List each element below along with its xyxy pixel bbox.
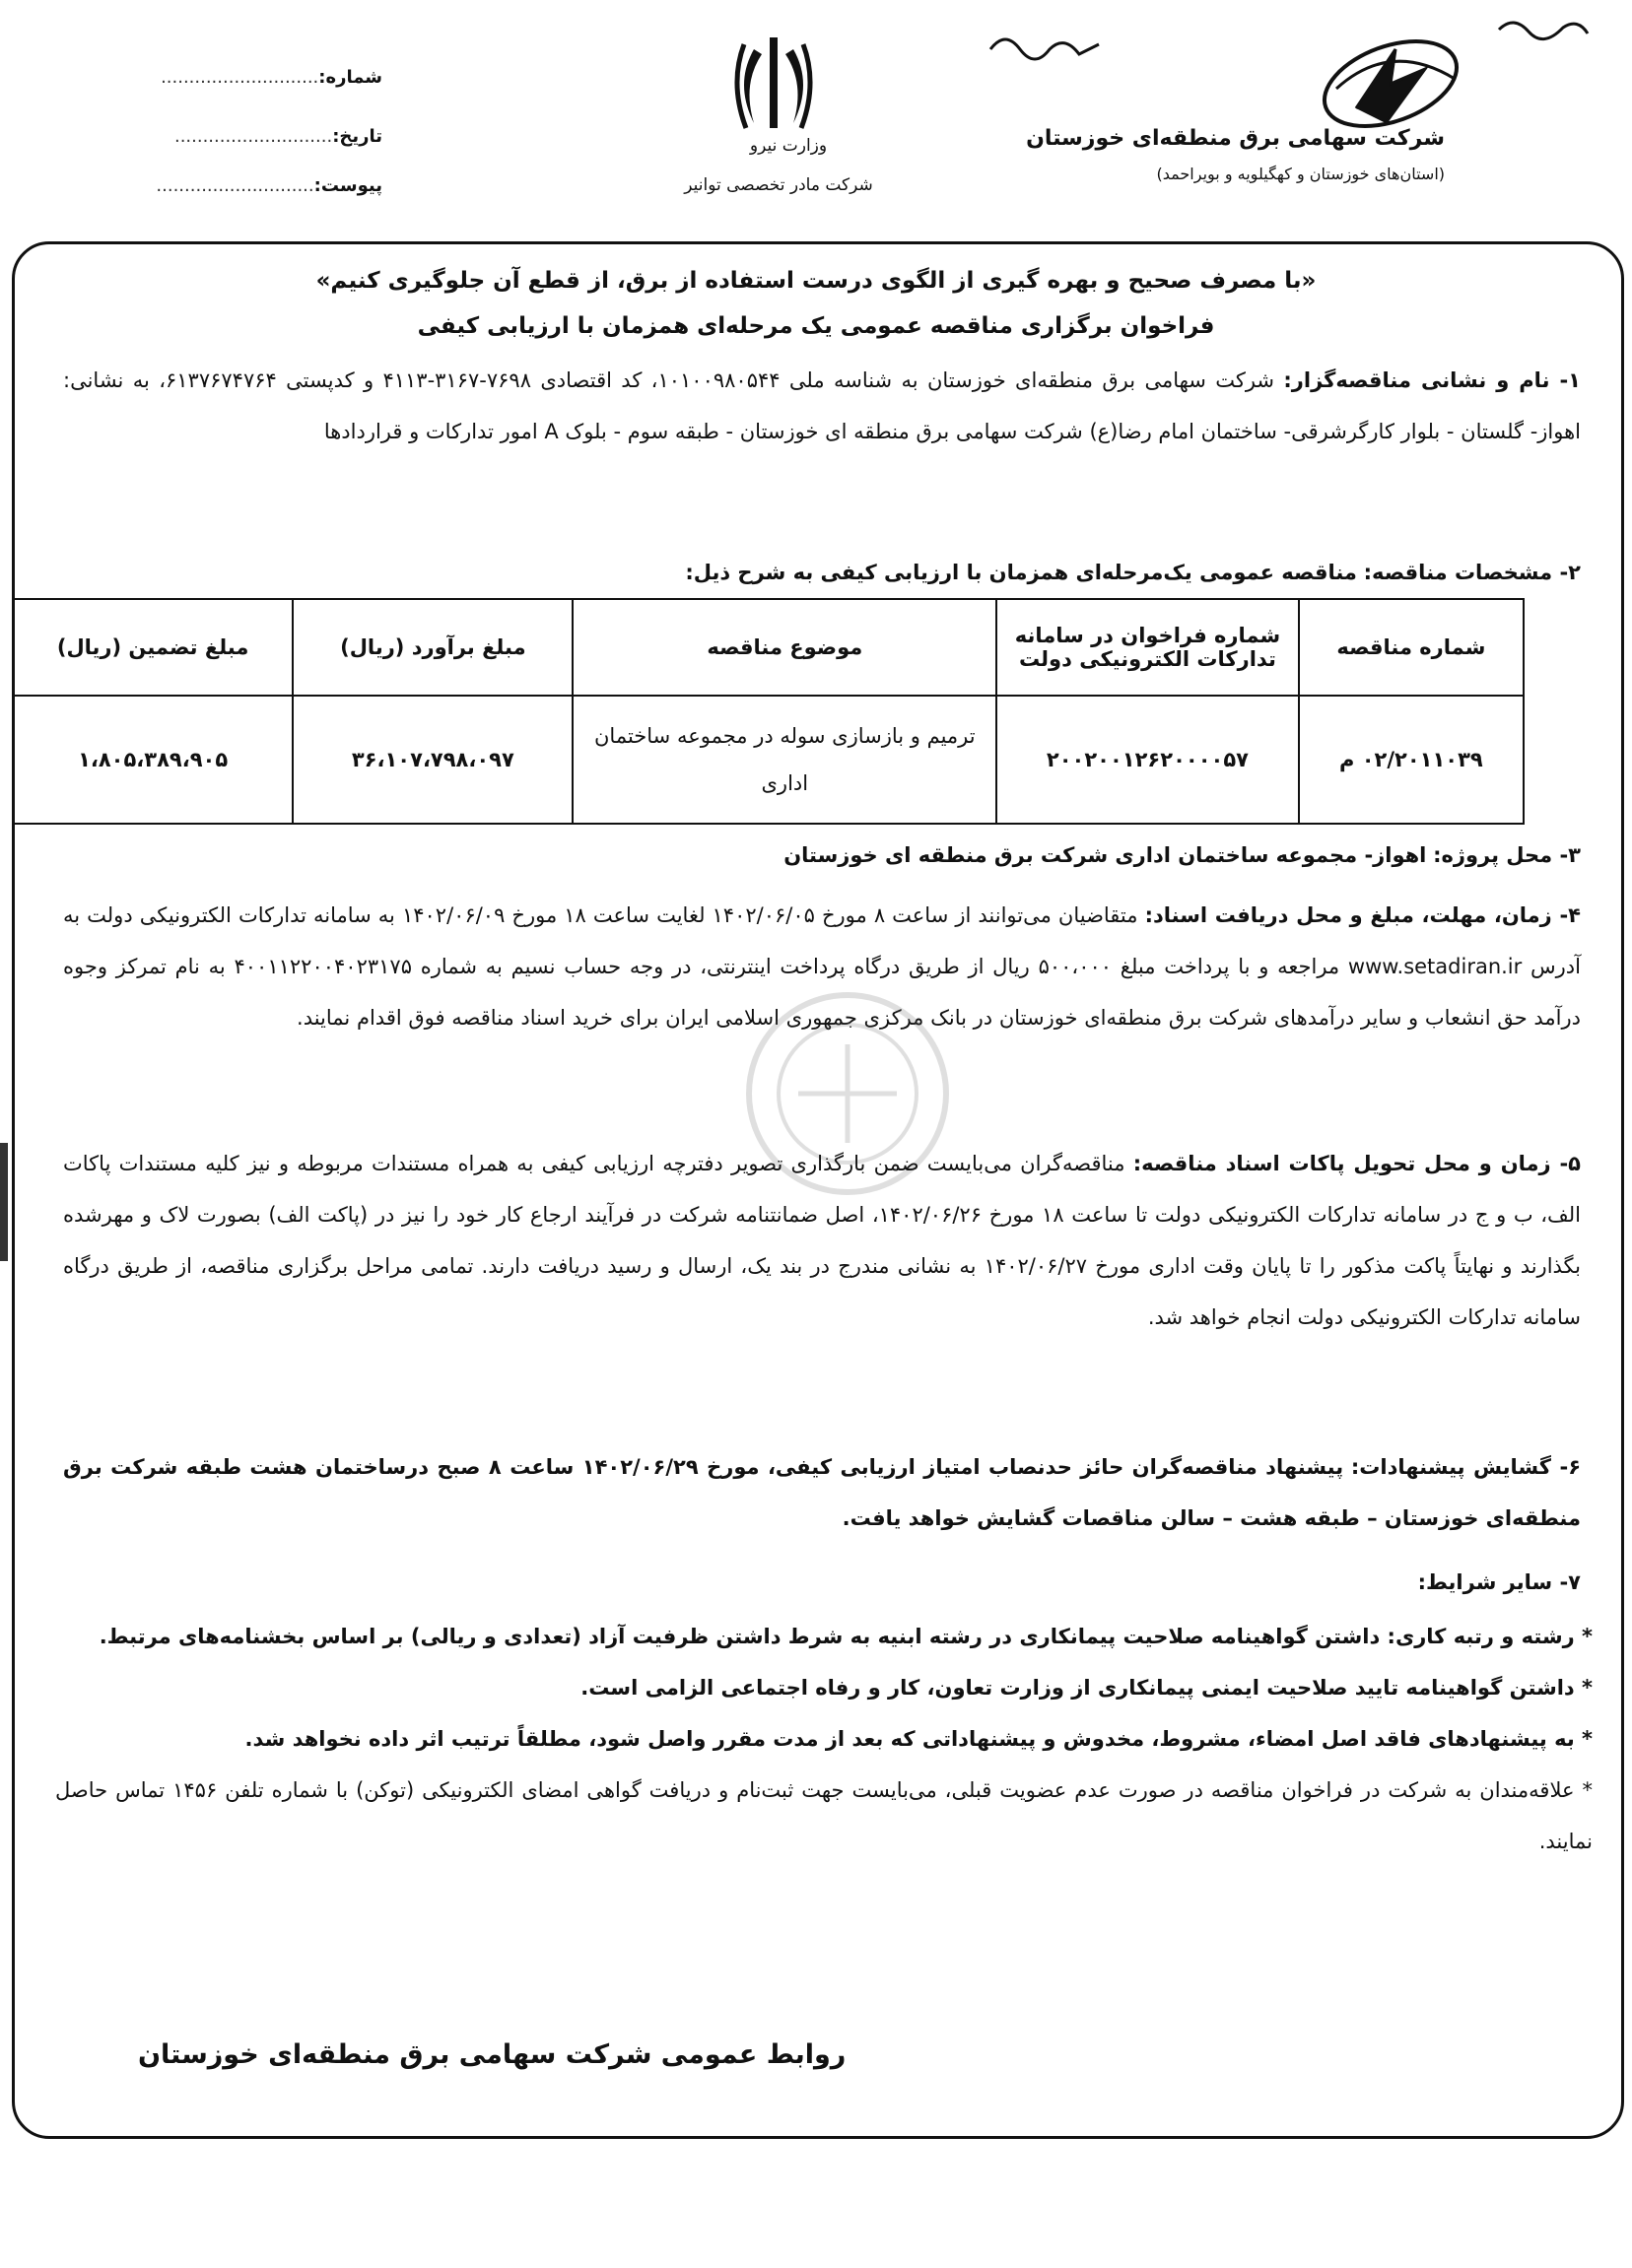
- scan-edge-mark: [0, 1143, 8, 1261]
- section-5-label: ۵- زمان و محل تحویل پاکات اسناد مناقصه:: [1132, 1152, 1581, 1175]
- section-5-text: مناقصه‌گران می‌بایست ضمن بارگذاری تصویر دفترچه ارزیابی کیفی به همراه مستندات مربوطه و نیز کلیه مستندات پاکات الف، ب و ج در سامانه تدارکات الکترونیکی دولت تا ساعت ۱۸ مورخ ۱۴۰۲/۰۶/۲۶، اصل ضمانتنامه شرکت در فرآیند ارجاع کار خود را نیز در (پاکت الف) بصورت لاک و مهرشده بگذارند و نهایتاً پاکت مذکور را تا پایان وقت اداری مورخ ۱۴۰۲/۰۶/۲۷ به نشانی مندرج در بند یک، ارسال و رسید دریافت دارند. تمامی مراحل برگزاری مناقصه، از طریق درگاه سامانه تدارکات الکترونیکی دولت انجام خواهد شد.: [63, 1152, 1581, 1329]
- list-item: * علاقه‌مندان به شرکت در فراخوان مناقصه در صورت عدم عضویت قبلی، می‌بایست جهت ثبت‌نام و دریافت گواهی امضای الکترونیکی (توکن) با شماره تلفن ۱۴۵۶ تماس حاصل نمایند.: [55, 1778, 1593, 1853]
- section-1-text: شرکت سهامی برق منطقه‌ای خوزستان به شناسه ملی ۱۰۱۰۰۹۸۰۵۴۴، کد اقتصادی ۷۶۹۸-۳۱۶۷-۴۱۱۳ و کدپستی ۶۱۳۷۶۷۴۷۶۴، به نشانی: اهواز- گلستان - بلوار کارگرشرقی- ساختمان امام رضا(ع) شرکت سهامی برق منطقه ای خوزستان - طبقه سوم - بلوک A امور تدارکات و قراردادها: [63, 368, 1581, 443]
- table-header-row: [13, 599, 1524, 696]
- section-4-text: متقاضیان می‌توانند از ساعت ۸ مورخ ۱۴۰۲/۰۶/۰۵ لغایت ساعت ۱۸ مورخ ۱۴۰۲/۰۶/۰۹ به سامانه تدارکات الکترونیکی دولت به آدرس www.setadiran.ir مراجعه و با پرداخت مبلغ ۵۰۰،۰۰۰ ریال از طریق درگاه پرداخت اینترنتی، در وجه حساب نسیم به شماره ۴۰۰۱۱۲۲۰۰۴۰۲۳۱۷۵ به نام تمرکز وجوه درآمد حق انشعاب و سایر درآمدهای شرکت برق منطقه‌ای خوزستان در بانک مرکزی جمهوری اسلامی ایران برای خرید اسناد مناقصه فوق اقدام نمایند.: [63, 903, 1581, 1030]
- section-2-label: ۲- مشخصات مناقصه:: [1363, 561, 1581, 584]
- cell-estimate: ۳۶،۱۰۷،۷۹۸،۰۹۷: [293, 696, 573, 824]
- handwritten-mark-icon: [986, 20, 1104, 79]
- number-dots: ............................: [161, 67, 319, 88]
- company-header: [1026, 126, 1445, 183]
- section-2-text: مناقصه عمومی یک‌مرحله‌ای همزمان با ارزیابی کیفی به شرح ذیل:: [685, 561, 1357, 584]
- cell-subject: ترمیم و بازسازی سوله در مجموعه ساختمان اداری: [573, 696, 996, 824]
- attachment-field: [87, 175, 382, 196]
- slogan: «با مصرف صحیح و بهره گیری از الگوی درست استفاده از برق، از قطع آن جلوگیری کنیم»: [315, 268, 1317, 294]
- section-6: [63, 1441, 1581, 1544]
- conditions-list: [55, 1611, 1593, 1867]
- document-title: فراخوان برگزاری مناقصه عمومی یک مرحله‌ای همزمان با ارزیابی کیفی: [417, 313, 1215, 339]
- section-6-text: پیشنهاد مناقصه‌گران حائز حدنصاب امتیاز ارزیابی کیفی، مورخ ۱۴۰۲/۰۶/۲۹ ساعت ۸ صبح درساختمان هشت طبقه شرکت برق منطقه‌ای خوزستان – طبقه هشت – سالن مناقصات گشایش خواهد یافت.: [63, 1455, 1581, 1530]
- company-name: شرکت سهامی برق منطقه‌ای خوزستان: [1026, 126, 1445, 151]
- number-label: شماره:: [318, 67, 382, 88]
- list-item: * رشته و رتبه کاری: داشتن گواهینامه صلاحیت پیمانکاری در رشته ابنیه به شرط داشتن ظرفیت آزاد (تعدادی و ریالی) بر اساس بخشنامه‌های مرتبط.: [99, 1625, 1593, 1648]
- header-tender-no: شماره مناقصه: [1299, 599, 1524, 696]
- section-3: [63, 830, 1581, 881]
- attachment-label: پیوست:: [313, 175, 382, 196]
- header-setad-no: شماره فراخوان در سامانه تدارکات الکترونیکی دولت: [996, 599, 1299, 696]
- iran-emblem-icon: [724, 30, 823, 138]
- section-4-label: ۴- زمان، مهلت، مبلغ و محل دریافت اسناد:: [1144, 903, 1581, 927]
- tender-table: [12, 598, 1525, 825]
- section-2: [63, 547, 1581, 598]
- section-6-label: ۶- گشایش پیشنهادات:: [1350, 1455, 1582, 1479]
- section-3-text: اهواز- مجموعه ساختمان اداری شرکت برق منطقه ای خوزستان: [783, 843, 1427, 867]
- section-7: [63, 1557, 1581, 1608]
- company-logo: [1297, 30, 1484, 138]
- date-field: [87, 126, 382, 147]
- signature: روابط عمومی شرکت سهامی برق منطقه‌ای خوزستان: [138, 2039, 847, 2070]
- corner-mark-icon: [1494, 10, 1593, 49]
- section-3-label: ۳- محل پروژه:: [1433, 843, 1581, 867]
- company-subtitle: (استان‌های خوزستان و کهگیلویه و بویراحمد): [1156, 165, 1445, 183]
- list-item: * داشتن گواهینامه تایید صلاحیت ایمنی پیمانکاری از وزارت تعاون، کار و رفاه اجتماعی الزامی است.: [580, 1676, 1593, 1700]
- number-field: [87, 67, 382, 88]
- cell-setad-no: ۲۰۰۲۰۰۱۲۶۲۰۰۰۰۵۷: [996, 696, 1299, 824]
- section-1: [63, 355, 1581, 457]
- header-guarantee: مبلغ تضمین (ریال): [13, 599, 293, 696]
- header-subject: موضوع مناقصه: [573, 599, 996, 696]
- date-dots: ............................: [173, 126, 333, 147]
- cell-guarantee: ۱،۸۰۵،۳۸۹،۹۰۵: [13, 696, 293, 824]
- date-label: تاریخ:: [332, 126, 382, 147]
- section-1-label: ۱- نام و نشانی مناقصه‌گزار:: [1283, 368, 1581, 392]
- ministry-name: وزارت نیرو: [749, 136, 828, 156]
- cell-tender-no: ۰۲/۲۰۱۱۰۳۹ م: [1299, 696, 1524, 824]
- table-row: [13, 696, 1524, 824]
- list-item: * به پیشنهادهای فاقد اصل امضاء، مشروط، مخدوش و پیشنهاداتی که بعد از مدت مقرر واصل شود، مطلقاً ترتیب اثر داده نخواهد شد.: [244, 1727, 1593, 1751]
- section-5: [63, 1138, 1581, 1343]
- attachment-dots: ............................: [156, 175, 314, 196]
- header-estimate: مبلغ برآورد (ریال): [293, 599, 573, 696]
- parent-company: شرکت مادر تخصصی توانیر: [684, 175, 873, 195]
- section-7-label: ۷- سایر شرایط:: [1417, 1570, 1581, 1594]
